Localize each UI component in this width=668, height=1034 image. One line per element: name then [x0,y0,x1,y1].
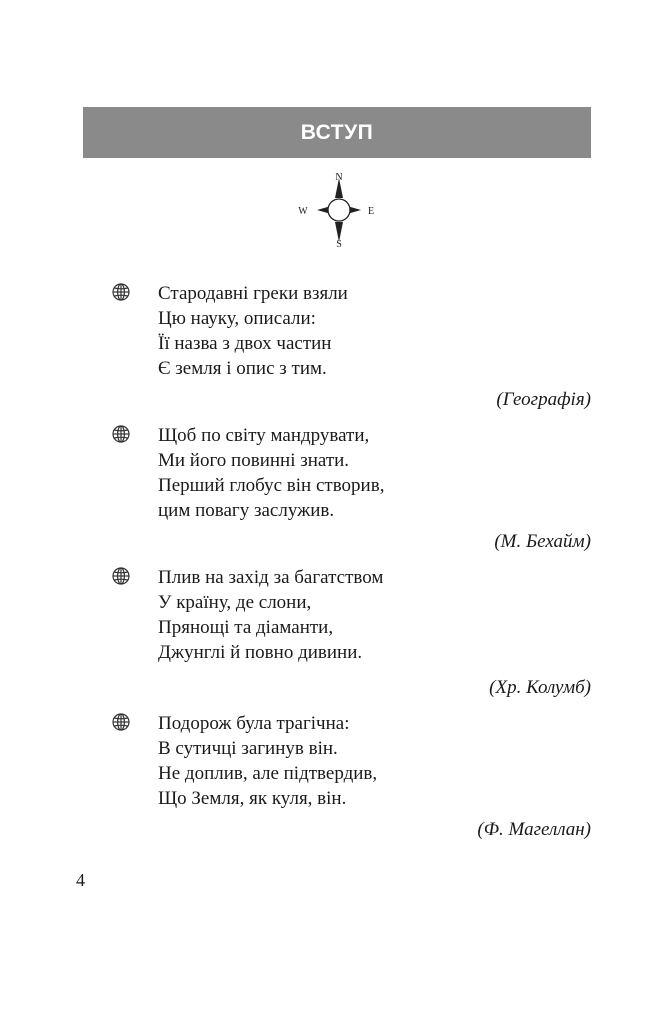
riddle-verse [158,281,348,381]
globe-icon [111,566,131,586]
globe-icon [111,712,131,732]
verse-line: Щоб по світу мандрувати, [158,425,370,446]
globe-icon [111,424,131,444]
verse-line: Джунглі й повно дивини. [158,642,363,663]
verse-line: цим повагу заслужив. [158,500,335,521]
verse-line: Подорож була трагічна: [158,713,350,734]
verse-line: Що Земля, як куля, він. [158,788,347,809]
riddle-verse [158,711,377,811]
verse-line: В сутичці загинув він. [158,738,338,759]
compass-label-south: S [336,239,342,250]
verse-line: Стародавні греки взяли [158,283,348,304]
compass-rose-icon [294,168,384,252]
riddle-answer: (Географія) [496,389,591,410]
compass-label-west: W [298,206,308,217]
verse-line: Плив на захід за багатством [158,567,384,588]
verse-line: Перший глобус він створив, [158,475,385,496]
riddle-verse [158,565,383,665]
page-number: 4 [76,870,85,890]
verse-line: Є земля і опис з тим. [158,358,327,379]
verse-line: Не доплив, але підтвердив, [158,763,378,784]
riddle-answer: (М. Бехайм) [494,531,591,552]
globe-icon [111,282,131,302]
riddle-answer: (Ф. Магеллан) [477,819,591,840]
riddle-answer: (Хр. Колумб) [489,677,591,698]
section-title-banner [83,107,591,158]
compass-label-east: E [367,206,375,217]
verse-line: Її назва з двох частин [158,333,332,354]
compass-label-north: N [335,172,343,183]
verse-line: Цю науку, описали: [158,308,316,329]
riddle-verse [158,423,384,523]
verse-line: Прянощі та діаманти, [158,617,334,638]
verse-line: Ми його повинні знати. [158,450,350,471]
section-title: ВСТУП [300,120,374,144]
verse-line: У країну, де слони, [158,592,312,613]
